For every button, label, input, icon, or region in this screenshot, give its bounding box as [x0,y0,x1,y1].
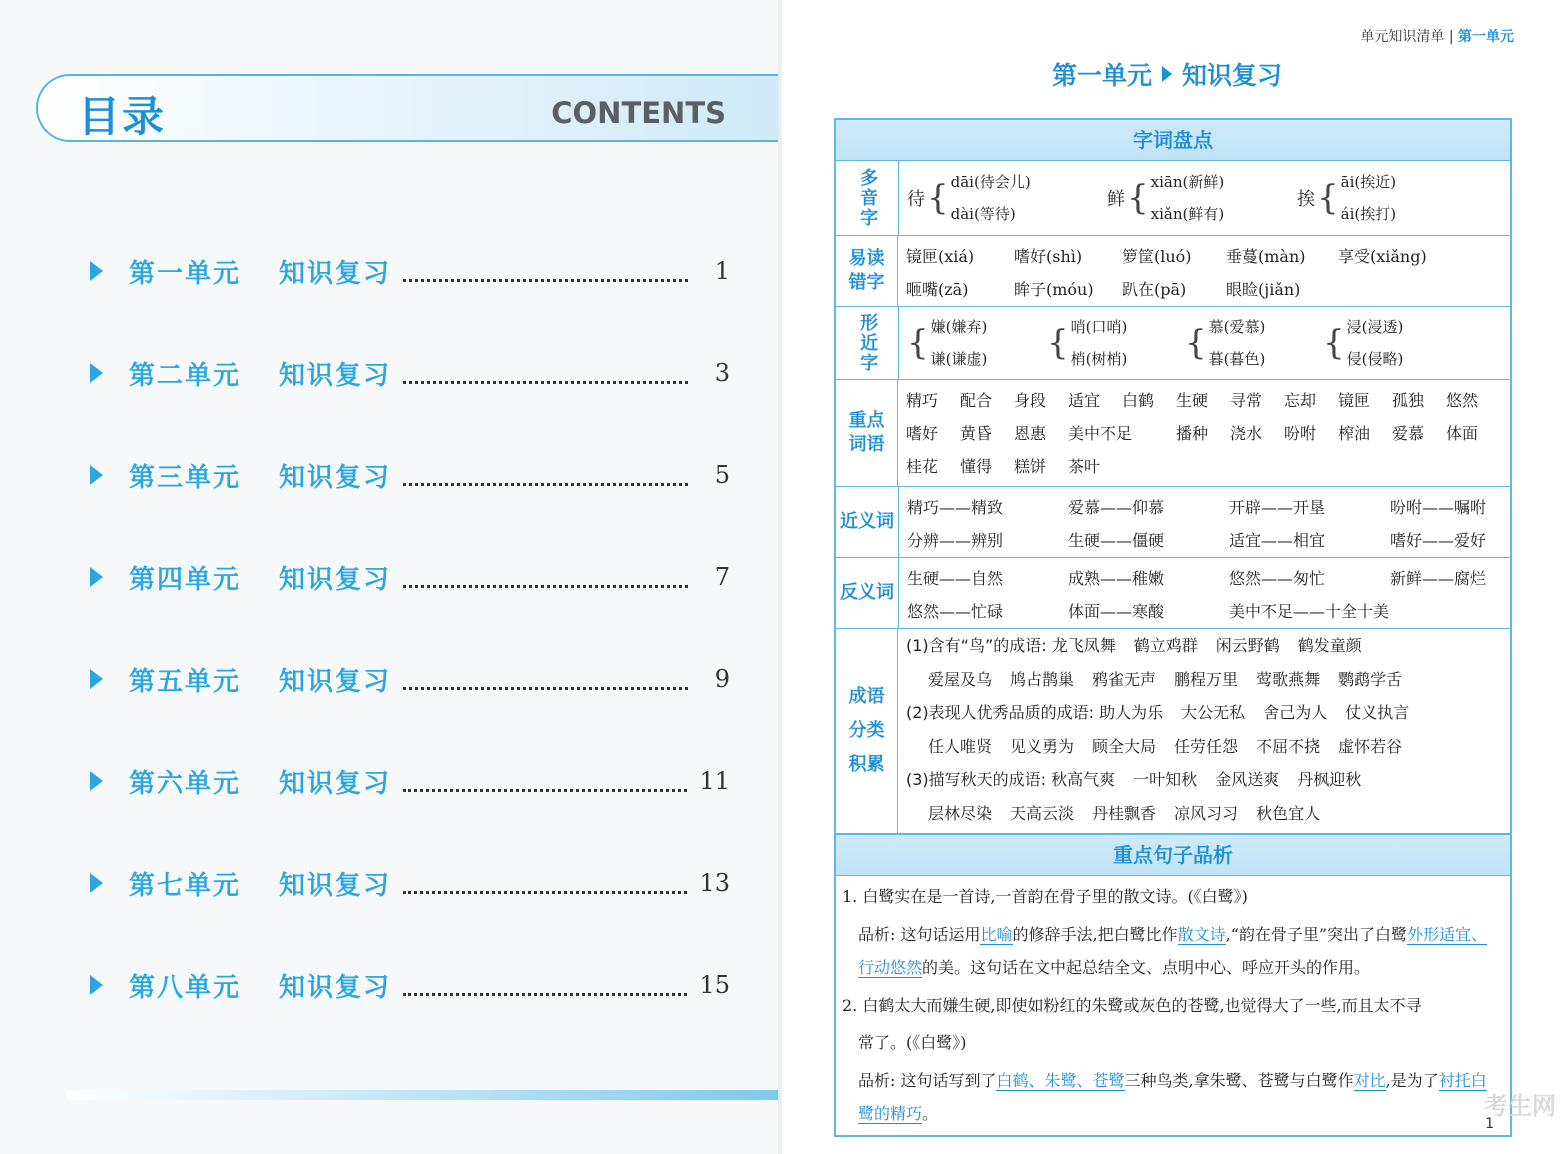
page-number: 1 [1485,1116,1494,1132]
page-heading [1052,56,1282,92]
row-label: 多音字 [836,161,899,235]
toc-topic: 知识复习 [279,870,392,901]
toc-topic: 知识复习 [279,360,392,391]
toc-item[interactable] [90,348,730,398]
toc-page-number: 7 [714,563,730,591]
row-label: 易读错字 [836,236,898,306]
similar-group: { 嫌(嫌弃) 谦(谦虚) [907,318,988,368]
arrow-right-icon [90,975,103,995]
row-similar [836,307,1510,380]
toc-page-number: 11 [699,767,730,795]
row-misread [836,236,1510,307]
toc-page-number: 15 [699,971,730,999]
toc-page-number: 13 [699,869,730,897]
watermark-logo: 考生网 [1484,1092,1556,1120]
arrow-right-icon [90,363,103,383]
toc-topic: 知识复习 [279,564,392,595]
toc-leader [403,975,687,996]
brace-icon: { [1185,323,1207,363]
polyphone-group: 鲜 { xiān(新鲜) xiǎn(鲜有) [1107,173,1225,223]
section-header: 重点句子品析 [836,834,1510,876]
arrow-right-icon [90,567,103,587]
toc-topic: 知识复习 [279,972,392,1003]
content-page [782,0,1564,1154]
brace-icon: { [927,178,949,218]
brace-icon: { [907,323,929,363]
brace-icon: { [1127,178,1149,218]
toc-item[interactable] [90,756,730,806]
sentence-2-cont: 常了。(《白鹭》) [858,1033,967,1052]
toc-leader [403,873,687,894]
arrow-right-icon [90,261,103,281]
row-idioms: 成语分类积累 (1)含有“鸟”的成语: 龙飞凤舞 鹤立鸡群 闲云野鹤 鹤发童颜 爱屋及乌 鸠占鹊巢 鸦雀无声 鹏程万里 莺歌燕舞 鹦鹉学舌 (2)表现人优秀品质的成语: 助人为乐 大公无私 舍己为人 仗义执言 任人唯贤 见义勇为 顾全大局 任劳任怨 不屈不挠 虚怀若谷 (3)描写秋天的成语: 秋高气爽 一叶知秋 金风送爽 丹枫迎秋 层林尽染 天高云淡 丹桂飘香 凉风习习 秋色宜人 [836,629,1510,834]
toc-leader [403,363,688,384]
toc-topic: 知识复习 [279,462,392,493]
arrow-right-icon [90,771,103,791]
running-head-book: 单元知识清单 [1360,29,1445,45]
similar-group: { 浸(浸透) 侵(侵略) [1323,318,1404,368]
running-head: 单元知识清单 | 第一单元 [1360,29,1514,45]
heading-topic: 知识复习 [1182,61,1283,90]
row-label: 成语分类积累 [836,629,898,833]
brace-icon: { [1317,178,1339,218]
toc-unit: 第七单元 [129,870,242,901]
brace-icon: { [1323,323,1345,363]
arrow-right-icon [90,669,103,689]
word-item: 垂蔓(màn) [1226,247,1306,266]
toc-leader [403,261,688,282]
toc-unit: 第三单元 [129,462,242,493]
row-antonyms: 反义词 生硬——自然 成熟——稚嫩 悠然——匆忙 新鲜——腐烂 悠然——忙碌 体面——寒酸 美中不足——十全十美 [836,558,1510,629]
idiom-category: (3)描写秋天的成语: 秋高气爽 一叶知秋 金风送爽 丹枫迎秋 [906,770,1362,789]
similar-group: { 哨(口哨) 梢(树梢) [1047,318,1128,368]
row-label: 形近字 [836,307,899,379]
toc-item[interactable] [90,654,730,704]
row-label: 反义词 [836,558,899,628]
toc-leader [403,465,688,486]
toc-item[interactable] [90,246,730,296]
row-label: 重点词语 [836,380,898,486]
word-item: 趴在(pā) [1122,280,1187,299]
running-head-unit: 第一单元 [1458,29,1514,45]
toc-page-number: 3 [714,359,730,387]
row-polyphones [836,161,1510,236]
idiom-category: (1)含有“鸟”的成语: 龙飞凤舞 鹤立鸡群 闲云野鹤 鹤发童颜 [906,636,1362,655]
triangle-right-icon [1162,66,1172,82]
polyphone-group: 挨 { āi(挨近) ái(挨打) [1297,173,1397,223]
toc-topic: 知识复习 [279,666,392,697]
arrow-right-icon [90,465,103,485]
row-label: 近义词 [836,487,899,557]
toc-title: 目录 [78,92,167,141]
word-item: 咂嘴(zā) [906,280,969,299]
polyphone-group: 待 { dāi(待会儿) dài(等待) [907,173,1031,223]
toc-item[interactable] [90,552,730,602]
row-key-words: 重点词语 精巧 配合 身段 适宜 白鹤 生硬 寻常 忘却 镜匣 孤独 悠然 嗜好 黄昏 恩惠 美中不足 播种 浇水 吩咐 榨油 爱慕 体面 桂花 懂得 糕饼 茶叶 [836,380,1510,487]
toc-topic: 知识复习 [279,258,392,289]
toc-item[interactable] [90,960,730,1010]
sentence-analysis [836,876,1510,1135]
toc-page-number: 9 [714,665,730,693]
analysis-2: 品析: 这句话写到了白鹤、朱鹭、苍鹭三种鸟类,拿朱鹭、苍鹭与白鹭作对比,是为了衬托白鹭的精巧。 [858,1070,1487,1123]
toc-unit: 第六单元 [129,768,242,799]
toc-unit: 第四单元 [129,564,242,595]
toc-unit: 第一单元 [129,258,242,289]
decorative-bar [66,1090,782,1100]
toc-unit: 第五单元 [129,666,242,697]
analysis-1: 品析: 这句话运用比喻的修辞手法,把白鹭比作散文诗,“韵在骨子里”突出了白鹭外形适宜、行动悠然的美。这句话在文中起总结全文、点明中心、呼应开头的作用。 [858,924,1488,977]
section-header: 字词盘点 [836,120,1510,161]
toc-page-number: 5 [714,461,730,489]
toc-unit: 第八单元 [129,972,242,1003]
sentence-1: 1. 白鹭实在是一首诗,一首韵在骨子里的散文诗。(《白鹭》) [842,887,1248,906]
toc-leader [403,669,688,690]
word-item: 眼睑(jiǎn) [1226,280,1301,299]
toc-leader [403,567,688,588]
word-item: 镜匣(xiá) [906,247,975,266]
toc-subtitle: CONTENTS [551,96,726,130]
toc-item[interactable] [90,858,730,908]
knowledge-table [834,118,1512,1137]
idiom-category: (2)表现人优秀品质的成语: 助人为乐 大公无私 舍己为人 仗义执言 [906,703,1410,722]
toc-header [36,74,782,142]
word-item: 箩筐(luó) [1122,247,1192,266]
heading-unit: 第一单元 [1052,61,1153,90]
toc-leader [403,771,687,792]
similar-group: { 慕(爱慕) 暮(暮色) [1185,318,1266,368]
toc-page-number: 1 [714,257,730,285]
toc-topic: 知识复习 [279,768,392,799]
toc-item[interactable] [90,450,730,500]
word-item: 嗜好(shì) [1014,247,1083,266]
word-item: 享受(xiǎng) [1338,247,1427,266]
word-item: 眸子(móu) [1014,280,1094,299]
brace-icon: { [1047,323,1069,363]
sentence-2: 2. 白鹤太大而嫌生硬,即使如粉红的朱鹭或灰色的苍鹭,也觉得大了一些,而且太不寻 [842,995,1422,1015]
arrow-right-icon [90,873,103,893]
toc-unit: 第二单元 [129,360,242,391]
row-synonyms: 近义词 精巧——精致 爱慕——仰慕 开辟——开垦 吩咐——嘱咐 分辨——辨别 生硬——僵硬 适宜——相宜 嗜好——爱好 [836,487,1510,558]
